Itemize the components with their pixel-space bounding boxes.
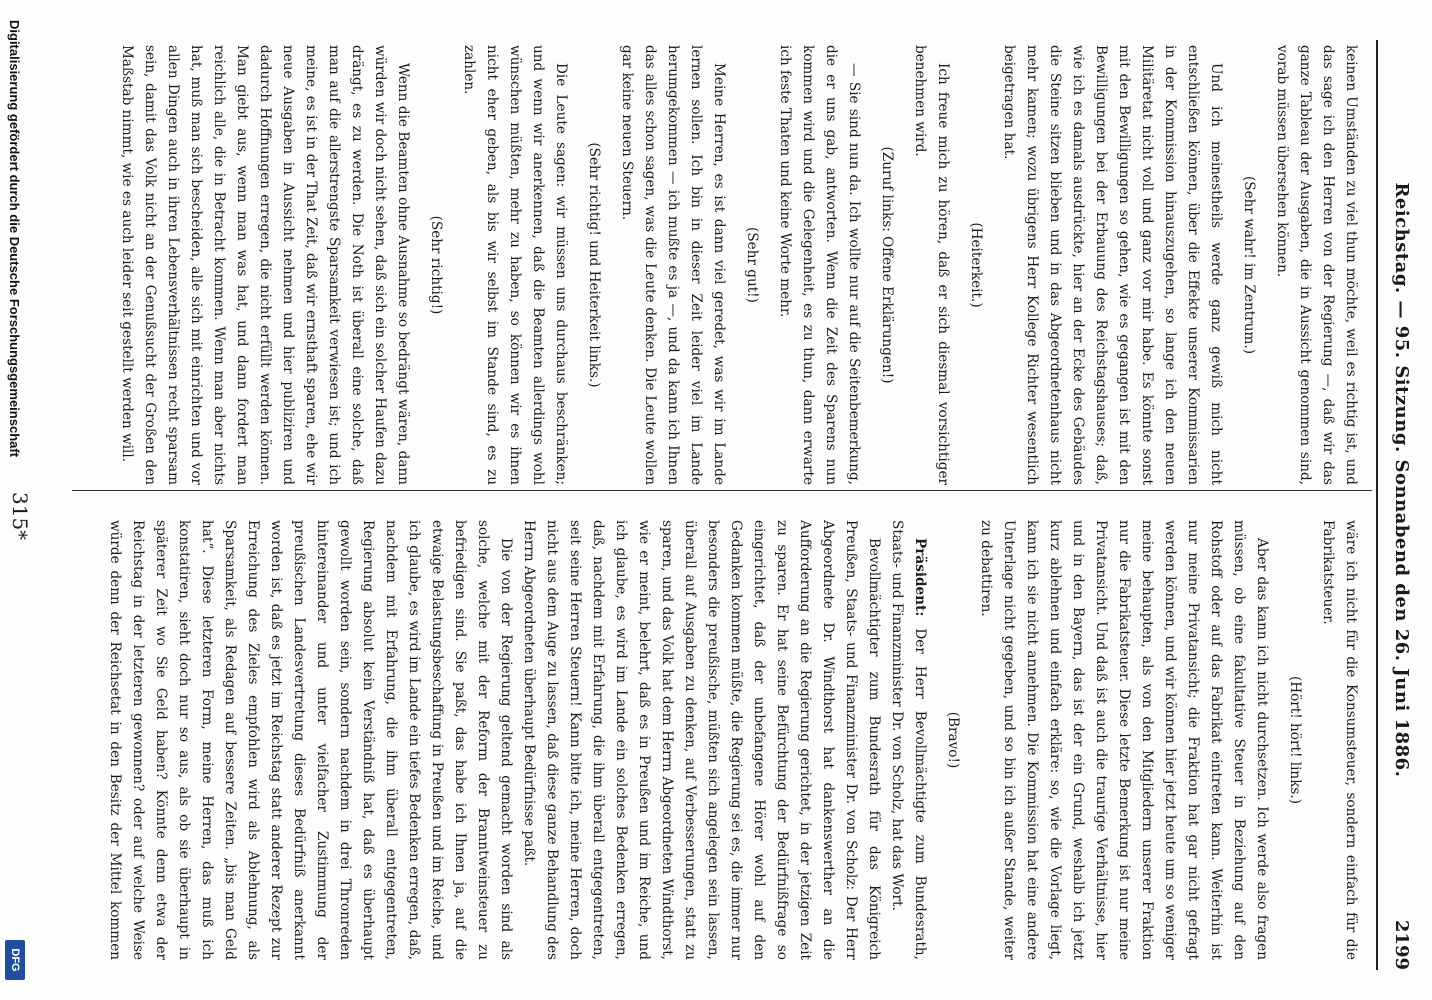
- page-header: [1380, 40, 1424, 970]
- speech-text: Der Herr Bevollmächtigte zum Bundesrath, Staats- und Finanzminister Dr. von Scholz, hat das Wort.: [889, 520, 928, 960]
- paragraph: Bevollmächtigter zum Bundesrath für das Königreich Preußen, Staats- und Finanzminister Dr. von Scholz: Der Herr Abgeordnete Dr. Windthorst hat dankenswerther an die Aufforderung an die Regierung gerichtet, in der jetzigen Zeit zu sparen. Er hat seine Befürchtung der Bedürfnißfrage so eingerichtet, daß der unbefangene Hörer wohl auf den Gedanken kommen müßte, die Regierung sei es, die immer nur besonders die preußische, müßten sich angelegen sein lassen, überall auf Ausgaben zu denken, auf Verbesserungen, statt zu sparen, und das Volk hat dem Herrn Abgeordneten Windthorst, wie er meint, belehrt, daß es in Preußen und im Reiche, und ich glaube, es wird im Lande ein solches Bedenken erregen, daß, nachdem mit Erfahrung, die ihm überall entgegentreten, seit seine Herren Steuern! Kann bitte ich, meine Herren, doch nicht aus dem Auge zu lassen, daß diese ganze Behandlung des Herrn Abgeordneten überhaupt Bedürfnisse paßt.: [521, 520, 882, 960]
- speaker-name: Präsident:: [912, 538, 928, 617]
- credit-text: Digitalisierung gefördert durch die Deutsche Forschungsgemeinschaft: [7, 20, 23, 458]
- dfg-logo: DFG: [5, 940, 25, 980]
- paragraph: Wenn die Beamten ohne Ausnahme so bedrängt wären, dann würden wir doch nicht sehen, daß sich ein solcher Haufen dazu drängt, es zu werden. Die Noth ist überall eine solche, daß man auf die allerstrengste Sparsamkeit verwiesen ist; und ich meine, es ist in der That Zeit, daß wir ernsthaft sparen, ehe wir neue Ausgaben in Aussicht nehmen und hier publiziren und dadurch Hoffnungen erregen, die nicht erfüllt werden können. Man giebt aus, wenn man was hat, und dann fordert man reichlich alle, die in Betracht kommen. Wenn man aber nichts hat, muß man sich bescheiden, alle sich mit einrichten und vor allen Dingen auch in ihren Lebensverhältnissen recht sparsam sein, damit das Volk nicht an der Genußsucht der Großen den Maßstab nimmt, wie es auch leider seit gestellt werden will.: [119, 45, 411, 485]
- interjection: (Zuruf links: Offene Erklärungen!): [879, 146, 895, 384]
- paragraph: Aber das kann ich nicht durchsetzen. Ich werde also fragen müssen, ob eine fakultative Steuer in Beziehung auf den Rohstoff oder auf das Fabrikat eintreten kann. Weiterhin ist nur meine Privatansicht; die Fraktion hat gar nicht gefragt werden können, und wir können hier jetzt heute um so weniger meine behaupten, als von den Mitgliedern unserer Fraktion nur die Fabrikatsteuer. Diese letzte Bemerkung ist nur meine Privatansicht. Und daß ist auch die traurige Verhältnisse, hier und in den Bayern, das ist der ein Grund, weshalb ich jetzt kurz ablehnen und einfach erkläre: so, wie die Vorlage liegt, kann ich sie nicht annehmen. Die Kommission hat eine andere Unterlage nicht gegeben, und so bin ich außer Stande, weiter zu debattiren.: [978, 520, 1270, 960]
- paragraph: wäre ich nicht für die Konsumsteuer, sondern einfach für die Fabrikatsteuer.: [1320, 520, 1359, 960]
- paragraph: Und ich meinestheils werde ganz gewiß mich nicht entschließen können, über die Effekte unserer Kommissarien in der Kommission hinauszugehen, so lange ich den neuen Militäretat nicht voll und ganz vor mir habe. Es könnte sonst mit den Bewilligungen so gehen, wie es gegangen ist mit den Bewilligungen bei der Erbauung des Reichstagshauses; daß, wie ich es damals ausdrückte, hier an der Ecke des Gebäudes die Steine sitzen blieben und in das Abgeordnetenhaus nicht mehr kamen; wozu übrigens Herr Kollege Richter wesentlich beigetragen hat.: [1001, 45, 1224, 485]
- digitization-credit: [2, 20, 28, 980]
- interjection: [102, 45, 105, 485]
- interjection: (Sehr gut!): [744, 227, 760, 303]
- header-rule: [1376, 40, 1378, 970]
- interjection: (Sehr richtig! und Heiterkeit links.): [586, 142, 602, 388]
- paragraph: Die Leute sagen: wir müssen uns durchaus beschränken; und wenn wir anerkennen, daß die Beamten allerdings wohl wünschen müßten, mehr zu haben, so können wir es ihnen nicht eher geben, als bis wir selbst im Stande sind, es zu zahlen.: [461, 45, 569, 485]
- text-column-right: [102, 520, 1362, 960]
- paragraph: Meine Herren, es ist dann viel geredet, was wir im Lande lernen sollen. Ich bin in dieser Zeit leider viel im Lande herumgekommen — ich mußte es ja —, und da kann ich Ihnen das alles schon sagen, was die Leute denken. Die Leute wollen gar keine neuen Steuern.: [619, 45, 727, 485]
- paragraph: Ich freue mich zu hören, daß er sich diesmal vorsichtiger benehmen wird.: [912, 45, 951, 485]
- running-head: Reichstag. — 95. Sitzung. Sonnabend den 26. Juni 1886.: [1391, 182, 1413, 778]
- interjection: (Bravo!): [945, 711, 961, 769]
- signature-mark: 315*: [8, 492, 32, 541]
- page-number: 2199: [1391, 919, 1413, 970]
- interjection: (Heiterkeit.): [968, 222, 984, 308]
- interjection: (Sehr wahr! im Zentrum.): [1241, 175, 1257, 355]
- speech-paragraph: [885, 520, 931, 960]
- paragraph: keinen Umständen zu viel thun möchte, weil es richtig ist, und das sage ich den Herren von der Regierung —, daß wir das ganze Tableau der Ausgaben, die in Aussicht genommen sind, vorab müssen übersehen können.: [1274, 45, 1359, 485]
- paragraph: — Sie sind nun da. Ich wollte nur auf die Seitenbemerkung, die er uns gab, antworten. Wenn die Zeit des Sparens nun kommen wird und die Gelegenheit, es zu thun, dann erwarte ich feste Thaten und keine Worte mehr.: [777, 45, 862, 485]
- paragraph: Die von der Regierung geltend gemacht worden sind als solche, welche mit der Reform der Branntweinsteuer zu befriedigen sind. Sie paßt, das habe ich Ihnen ja, auf die etwaige Belastungsbeschaffung in Preußen und im Reiche, und ich glaube, es wird im Lande ein tiefes Bedenken erregen, daß, nachdem mit Erfahrung, die ihm überall entgegentreten, Regierung absolut kein Verständniß hat, daß es überhaupt gewollt worden sein, sondern nachdem in drei Thronreden hintereinander und unter vielfacher Zustimmung der preußischen Landesvertretung dieses Bedürfniß anerkannt worden ist, daß es jetzt im Reichstag statt anderer Rezept zur Erreichung des Zieles empfohlen wird als Ablehnung, als Sparsamkeit, als Redagen auf bessere Zeiten. „bis man Geld hat“. Diese letzteren Form, meine Herren, das muß ich konstatiren, sieht doch nur so aus, als ob sie überhaupt in späterer Zeit wo Sie Geld haben? Könnte denn etwa der Reichstag in der letzteren gewonnen? oder auf welche Weise würde denn der Reichsetat in den Besitz der Mittel kommen: [107, 520, 514, 960]
- column-divider: [72, 490, 1372, 491]
- interjection: (Sehr richtig!): [428, 215, 444, 315]
- interjection: (Hört! hört! links.): [1287, 675, 1303, 805]
- text-column-left: [102, 45, 1362, 485]
